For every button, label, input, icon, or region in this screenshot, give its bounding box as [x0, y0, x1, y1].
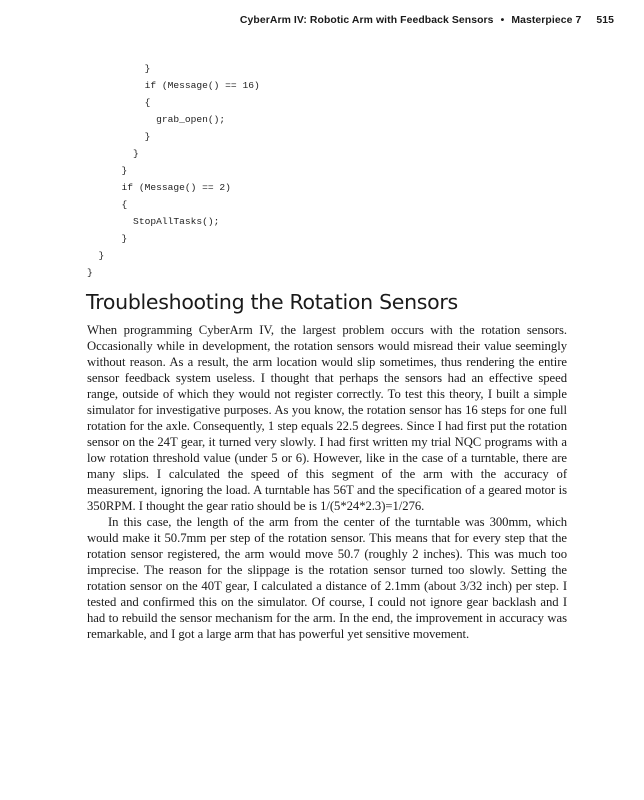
header-bullet: • [500, 15, 505, 26]
chapter-title: CyberArm IV: Robotic Arm with Feedback Sensors [239, 15, 494, 26]
paragraph: In this case, the length of the arm from the center of the turntable was 300mm, which would make it 50.7mm per step of the rotation sensor. This means that for every step that the rotation sensor registered, the arm would move 50.7 (roughly 2 inches). This was much too imprecise. The reason for the slippage is the rotation sensor turned too slowly. Setting the rotation sensor on the 40T gear, I calculated a distance of 2.1mm (about 3/32 inch) per step. I tested and confirmed this on the simulator. Of course, I could not ignore gear backlash and I had to rebuild the sensor mechanism for the arm. In the end, the improvement in accuracy was remarkable, and I got a large arm that has powerful yet sensitive movement. [87, 515, 567, 641]
paragraph: When programming CyberArm IV, the largest problem occurs with the rotation sensors. Occasionally while in development, the rotation sensors would misread their value seemingly without reason. As a result, the arm location would slip sometimes, thus rendering the entire sensor feedback system useless. I thought that perhaps the sensors had an effective speed range, outside of which they would not register correctly. To test this theory, I built a simple simulator for investigative purposes. As you know, the rotation sensor has 16 steps for one full rotation for the axle. Consequently, 1 step equals 22.5 degrees. Since I had first put the rotation sensor on the 24T gear, it turned very slowly. I had first written my trial NQC programs with a low rotation threshold value (under 5 or 6). However, like in the case of a turntable, there are many slips. I calculated the speed of this segment of the arm with the accuracy of measurement, ignoring the load. A turntable has 56T and the specification of a geared motor is 350RPM. I thought the gear ratio should be is 1/(5*24*2.3)=1/276. [87, 323, 567, 513]
code-line: } [87, 148, 139, 159]
code-line: { [87, 97, 151, 108]
page-number: 515 [596, 15, 614, 26]
code-line: } [87, 165, 128, 176]
code-line: if (Message() == 2) [87, 182, 231, 193]
code-line: grab_open(); [87, 114, 226, 125]
code-line: { [87, 199, 128, 210]
code-line: } [87, 233, 128, 244]
body-text [87, 322, 567, 642]
code-listing [87, 60, 260, 281]
section-title: Troubleshooting the Rotation Sensors [86, 290, 458, 314]
code-line: } [87, 131, 151, 142]
code-line: } [87, 63, 151, 74]
code-line: if (Message() == 16) [87, 80, 260, 91]
running-header [240, 15, 614, 26]
code-line: } [87, 267, 93, 278]
code-line: } [87, 250, 105, 261]
code-line: StopAllTasks(); [87, 216, 220, 227]
series-label: Masterpiece 7 [511, 15, 582, 26]
